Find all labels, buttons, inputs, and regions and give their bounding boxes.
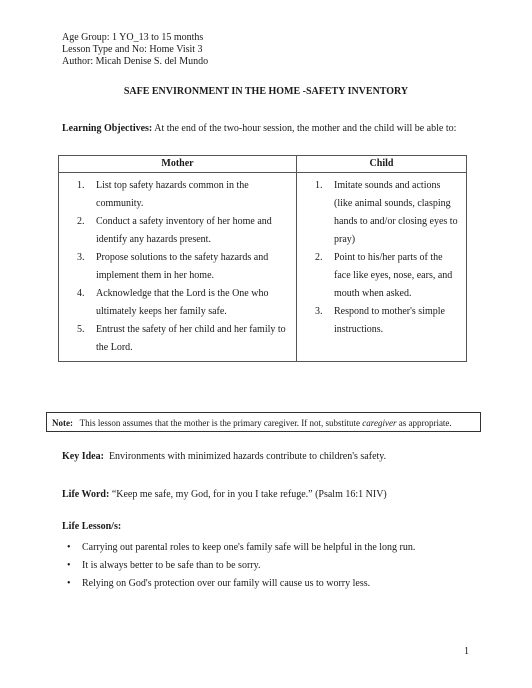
life-word-label: Life Word: — [62, 489, 110, 500]
objectives-table — [58, 155, 467, 362]
list-item — [59, 321, 290, 357]
note-text-end: as appropriate. — [398, 418, 452, 428]
objectives-table-row — [59, 173, 467, 362]
list-item-text: Propose solutions to the safety hazards and implement them in her home. — [96, 252, 269, 281]
key-idea-text: Environments with minimized hazards contribute to children's safety. — [108, 451, 387, 462]
list-item — [62, 575, 415, 593]
list-item-text: Acknowledge that the Lord is the One who ultimately keeps her family safe. — [96, 288, 269, 317]
list-number: 1. — [77, 180, 85, 191]
bullet-icon: • — [67, 578, 71, 589]
list-item-text: Conduct a safety inventory of her home and identify any hazards present. — [96, 216, 272, 245]
lesson-type-line: Lesson Type and No: Home Visit 3 — [62, 44, 203, 55]
key-idea — [62, 451, 386, 462]
life-word — [62, 489, 387, 500]
key-idea-label: Key Idea: — [62, 451, 104, 462]
list-item-text: Carrying out parental roles to keep one's family safe will be helpful in the long run. — [82, 542, 416, 553]
list-number: 1. — [315, 180, 323, 191]
page-number: 1 — [464, 646, 469, 657]
life-word-text: “Keep me safe, my God, for in you I take refuge.” (Psalm 16:1 NIV) — [111, 489, 387, 500]
list-item-text: Imitate sounds and actions (like animal sounds, clasping hands to and/or closing eyes to pray) — [334, 180, 458, 245]
list-item-text: Relying on God's protection over our family will cause us to worry less. — [82, 578, 371, 589]
list-item — [297, 303, 460, 339]
list-item-text: Entrust the safety of her child and her family to the Lord. — [96, 324, 286, 353]
learning-objectives-label: Learning Objectives: — [62, 123, 153, 134]
list-item-text: Point to his/her parts of the face like eyes, nose, ears, and mouth when asked. — [334, 252, 453, 299]
list-item-text: Respond to mother's simple instructions. — [334, 306, 445, 335]
mother-objectives-cell — [59, 173, 297, 362]
mother-column-header: Mother — [59, 156, 297, 173]
list-item — [62, 539, 415, 557]
list-number: 3. — [77, 252, 85, 263]
life-lessons-list — [62, 539, 415, 593]
list-number: 2. — [315, 252, 323, 263]
list-number: 3. — [315, 306, 323, 317]
list-item — [59, 177, 290, 213]
learning-objectives-text: At the end of the two-hour session, the mother and the child will be able to: — [154, 123, 457, 134]
list-number: 2. — [77, 216, 85, 227]
list-item — [59, 285, 290, 321]
bullet-icon: • — [67, 560, 71, 571]
list-item-text: List top safety hazards common in the community. — [96, 180, 249, 209]
age-group-line: Age Group: 1 YO_13 to 15 months — [62, 32, 204, 43]
life-lessons-label: Life Lesson/s: — [62, 521, 122, 532]
note-box — [46, 412, 481, 432]
child-column-header: Child — [297, 156, 467, 173]
note-label: Note: — [52, 418, 73, 428]
note-italic-word: caregiver — [362, 418, 397, 428]
list-item — [59, 213, 290, 249]
note-text: This lesson assumes that the mother is the primary caregiver. If not, substitute — [79, 418, 361, 428]
document-title: SAFE ENVIRONMENT IN THE HOME -SAFETY INVENTORY — [123, 86, 409, 97]
list-item — [62, 557, 415, 575]
learning-objectives-intro — [62, 121, 482, 137]
child-objectives-list — [297, 177, 466, 339]
list-number: 5. — [77, 324, 85, 335]
list-item — [297, 249, 460, 303]
bullet-icon: • — [67, 542, 71, 553]
list-item — [297, 177, 460, 249]
list-number: 4. — [77, 288, 85, 299]
child-objectives-cell — [297, 173, 467, 362]
mother-objectives-list — [59, 177, 296, 357]
life-lessons-heading — [62, 521, 121, 532]
author-line: Author: Micah Denise S. del Mundo — [62, 56, 209, 67]
list-item-text: It is always better to be safe than to be sorry. — [82, 560, 261, 571]
list-item — [59, 249, 290, 285]
objectives-table-header-row — [59, 156, 467, 173]
